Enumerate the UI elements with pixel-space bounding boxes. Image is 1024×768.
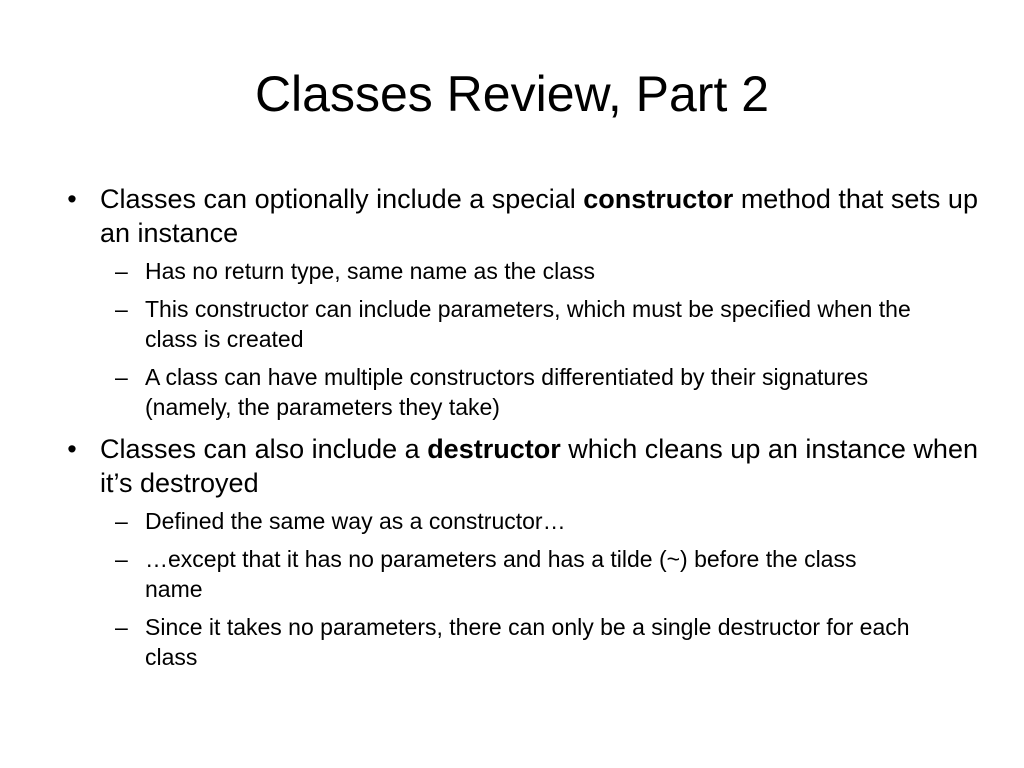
slide-title: Classes Review, Part 2 (254, 66, 770, 122)
sub-bullet-text: Has no return type, same name as the class (145, 258, 595, 284)
bullet-text-after: method that sets up an instance (100, 184, 978, 248)
sub-bullet-text: …except that it has no parameters and has a tilde (~) before the class name (145, 546, 857, 602)
bullet-marker: • (67, 434, 77, 464)
bullet-text (100, 434, 978, 498)
bullet-constructor (60, 182, 980, 422)
sub-bullet-text: A class can have multiple constructors differentiated by their signatures (namely, the parameters they take) (145, 364, 869, 420)
sub-bullet (105, 362, 980, 422)
bullet-text-before: Classes can also include a (100, 434, 428, 464)
sub-bullet-list (105, 256, 980, 422)
bullet-text-after: which cleans up an instance when it’s destroyed (100, 434, 978, 498)
sub-bullet-marker: – (115, 508, 128, 534)
sub-bullet-marker: – (115, 614, 128, 640)
sub-bullet (105, 506, 980, 536)
sub-bullet-text: Defined the same way as a constructor… (145, 508, 566, 534)
bullet-destructor (60, 432, 980, 672)
sub-bullet-marker: – (115, 546, 128, 572)
sub-bullet-marker: – (115, 364, 128, 390)
sub-bullet (105, 612, 980, 672)
sub-bullet-marker: – (115, 296, 128, 322)
sub-bullet (105, 544, 980, 604)
bullet-text (100, 184, 978, 248)
bullet-text-before: Classes can optionally include a special (100, 184, 584, 214)
bullet-bold-term: constructor (583, 184, 734, 214)
sub-bullet (105, 294, 980, 354)
bullet-marker: • (67, 184, 77, 214)
sub-bullet-marker: – (115, 258, 128, 284)
slide-content (60, 182, 980, 680)
sub-bullet-text: Since it takes no parameters, there can only be a single destructor for each class (145, 614, 910, 670)
bullet-bold-term: destructor (427, 434, 561, 464)
sub-bullet (105, 256, 980, 286)
sub-bullet-list (105, 506, 980, 672)
sub-bullet-text: This constructor can include parameters, which must be specified when the class is created (145, 296, 911, 352)
